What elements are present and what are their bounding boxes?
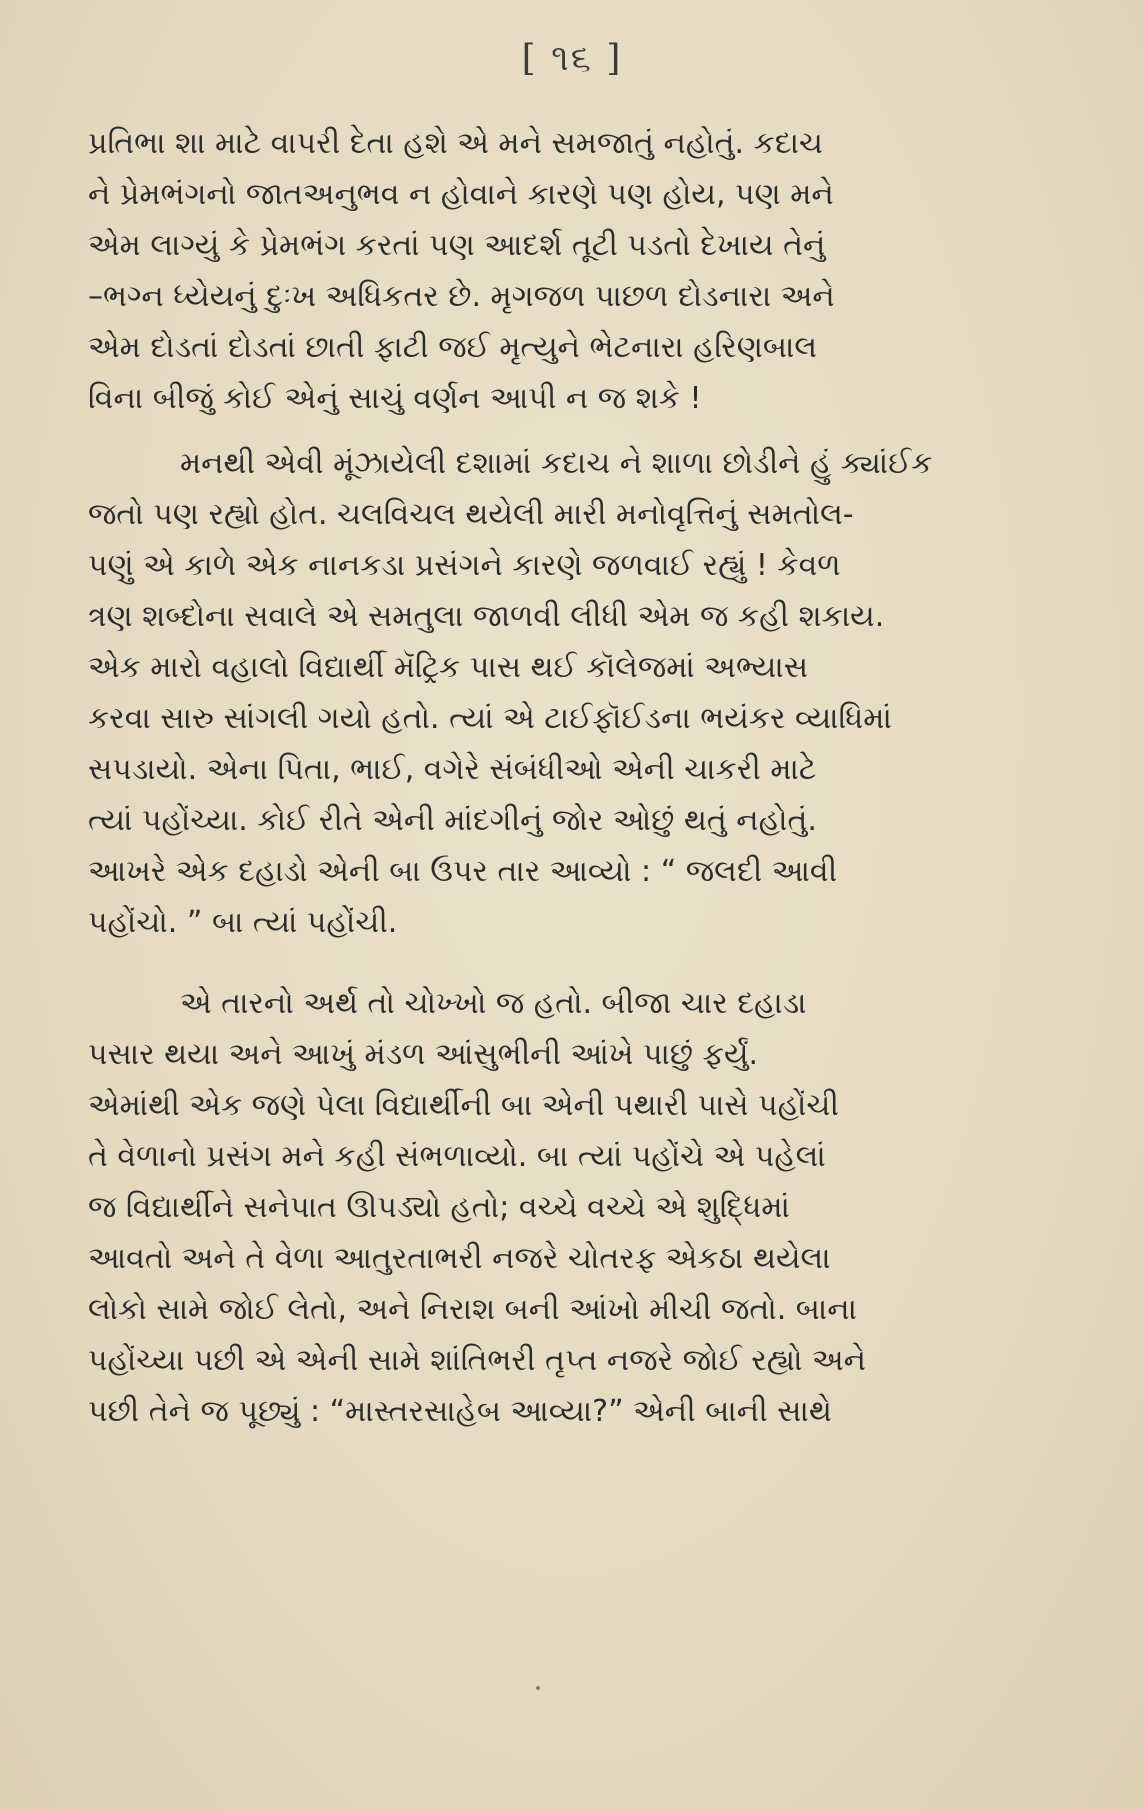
text-line: પણું એ કાળે એક નાનકડા પ્રસંગને કારણે જળવાઈ રહ્યું ! કેવળ xyxy=(88,548,841,583)
text-line: જ વિદ્યાર્થીને સનેપાત ઊપડ્યો હતો; વચ્ચે વચ્ચે એ શુદ્ધિમાં xyxy=(88,1190,790,1225)
text-line: એક મારો વહાલો વિદ્યાર્થી મૅટ્રિક પાસ થઈ કૉલેજમાં અભ્યાસ xyxy=(88,650,808,685)
paragraph-2 xyxy=(88,438,1088,948)
text-line: આવતો અને તે વેળા આતુરતાભરી નજરે ચોતરફ એકઠા થયેલા xyxy=(88,1241,831,1276)
text-line: જતો પણ રહ્યો હોત. ચલવિચલ થયેલી મારી મનોવૃત્તિનું સમતોલ- xyxy=(88,497,854,532)
text-line: લોકો સામે જોઈ લેતો, અને નિરાશ બની આંખો મીચી જતો. બાના xyxy=(88,1292,857,1327)
text-line: કરવા સારુ સાંગલી ગયો હતો. ત્યાં એ ટાઈફૉઈડના ભયંકર વ્યાધિમાં xyxy=(88,701,892,736)
text-line: ત્યાં પહોંચ્યા. કોઈ રીતે એની માંદગીનું જોર ઓછું થતું નહોતું. xyxy=(88,803,817,838)
text-line: એમ દોડતાં દોડતાં છાતી ફાટી જઈ મૃત્યુને ભેટનારા હરિણબાલ xyxy=(88,330,817,365)
text-line: આખરે એક દહાડો એની બા ઉપર તાર આવ્યો : “ જલદી આવી xyxy=(88,854,838,889)
text-line: એમ લાગ્યું કે પ્રેમભંગ કરતાં પણ આદર્શ તૂટી પડતો દેખાય તેનું xyxy=(88,228,826,263)
text-line: પહોંચ્યા પછી એ એની સામે શાંતિભરી તૃપ્ત નજરે જોઈ રહ્યો અને xyxy=(88,1343,867,1378)
text-line: પછી તેને જ પૂછ્યું : “માસ્તરસાહેબ આવ્યા?” એની બાની સાથે xyxy=(88,1394,832,1429)
text-line: સપડાયો. એના પિતા, ભાઈ, વગેરે સંબંધીઓ એની ચાકરી માટે xyxy=(88,752,817,787)
page-number: [ ૧૬ ] xyxy=(521,38,623,79)
text-line: પસાર થયા અને આખું મંડળ આંસુભીની આંખે પાછું ફર્યું. xyxy=(88,1037,759,1072)
text-line: એમાંથી એક જણે પેલા વિદ્યાર્થીની બા એની પથારી પાસે પહોંચી xyxy=(88,1088,840,1123)
text-line: –ભગ્ન ધ્યેયનું દુઃખ અધિકતર છે. મૃગજળ પાછળ દોડનારા અને xyxy=(88,279,835,314)
text-line: મનથી એવી મૂંઝાયેલી દશામાં કદાચ ને શાળા છોડીને હું ક્યાંઈક xyxy=(180,446,933,481)
print-speck xyxy=(536,1686,540,1690)
text-line: વિના બીજું કોઈ એનું સાચું વર્ણન આપી ન જ શકે ! xyxy=(88,381,702,416)
paragraph-3 xyxy=(88,978,1088,1437)
text-line: એ તારનો અર્થ તો ચોખ્ખો જ હતો. બીજા ચાર દહાડા xyxy=(180,986,807,1021)
text-line: ત્રણ શબ્દોના સવાલે એ સમતુલા જાળવી લીધી એમ જ કહી શકાય. xyxy=(88,599,885,634)
text-line: ને પ્રેમભંગનો જાતઅનુભવ ન હોવાને કારણે પણ હોય, પણ મને xyxy=(88,177,834,212)
text-line: પહોંચો. ” બા ત્યાં પહોંચી. xyxy=(88,905,398,940)
text-line: પ્રતિભા શા માટે વાપરી દેતા હશે એ મને સમજાતું નહોતું. કદાચ xyxy=(88,126,823,161)
body-text xyxy=(88,118,1088,1437)
paragraph-1 xyxy=(88,118,1088,424)
text-line: તે વેળાનો પ્રસંગ મને કહી સંભળાવ્યો. બા ત્યાં પહોંચે એ પહેલાં xyxy=(88,1139,826,1174)
